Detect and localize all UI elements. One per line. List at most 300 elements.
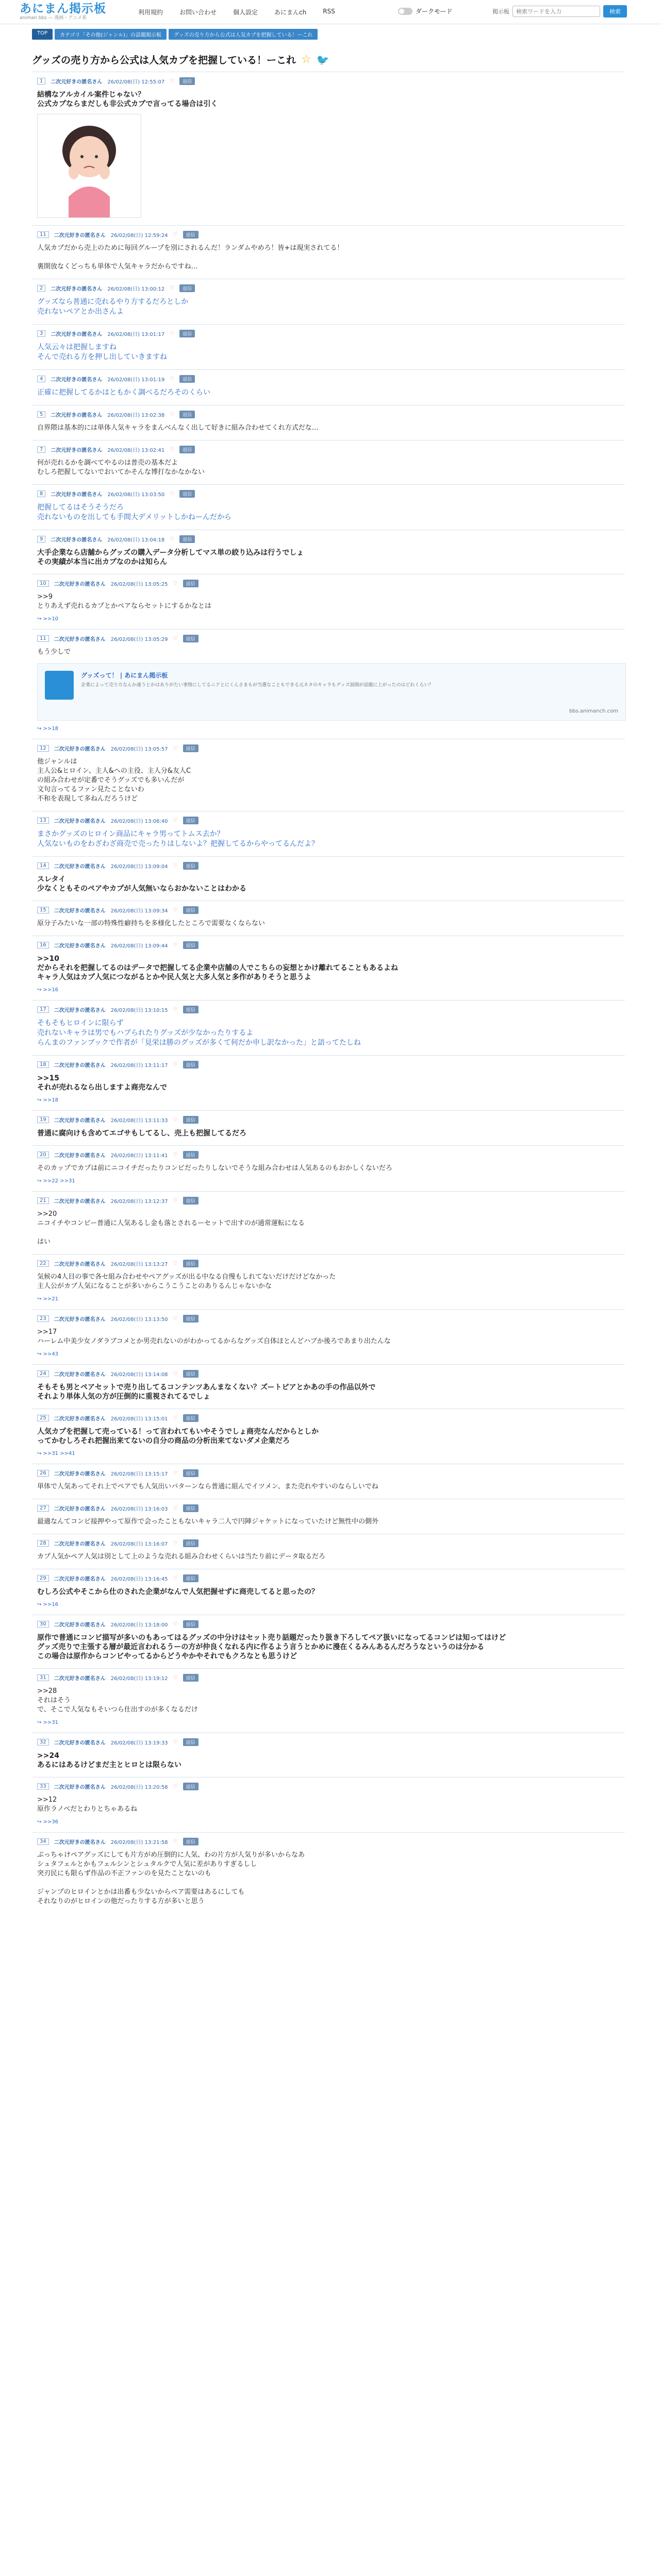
post-list [32, 72, 625, 1913]
post-number[interactable]: 34 [37, 1838, 49, 1845]
post-author: 二次元好きの匿名さん [54, 1740, 106, 1746]
post [32, 1499, 625, 1534]
post-author: 二次元好きの匿名さん [54, 1372, 106, 1378]
reply-button[interactable]: 返信 [179, 490, 195, 498]
post-number[interactable]: 32 [37, 1739, 49, 1745]
reply-button[interactable]: 返信 [183, 635, 198, 642]
post-number[interactable]: 7 [37, 446, 45, 453]
dark-mode-toggle[interactable] [398, 7, 453, 15]
post-body: そもそも男とペアセットで売り出してるコンテンツあんまなくない？ズートピアとかあの手の作品以外で それより単体人気の方が圧倒的に重視されてるでしょ [37, 1383, 376, 1401]
heart-icon[interactable]: ♡ [170, 376, 175, 382]
heart-icon[interactable]: ♡ [173, 1540, 178, 1546]
heart-icon[interactable]: ♡ [173, 907, 178, 913]
reply-anchor-link[interactable]: ↪ >>36 [37, 1819, 59, 1825]
post-date: 26/02/08(日) 13:01:19 [107, 377, 165, 383]
logo-text: あにまん掲示板 [20, 2, 106, 15]
post-meta [37, 1006, 625, 1013]
post-body: >>20 ニコイチやコンビー普通に人気あるし金も落とされるーセットで出すのが通常運転になる はい [37, 1210, 305, 1246]
reply-button[interactable]: 返信 [183, 1574, 198, 1582]
reply-button[interactable]: 返信 [183, 941, 198, 949]
post-meta [37, 1469, 625, 1477]
post-author: 二次元好きの匿名さん [54, 1541, 106, 1547]
nav-contact[interactable]: お問い合わせ [179, 9, 217, 16]
post-number[interactable]: 16 [37, 942, 49, 948]
post-meta [37, 1539, 625, 1547]
post-meta [37, 490, 625, 498]
post-date: 26/02/08(日) 13:00:12 [107, 286, 165, 292]
post [32, 484, 625, 530]
post [32, 1569, 625, 1615]
post-meta [37, 446, 625, 453]
reply-anchor-link[interactable]: ↪ >>18 [37, 726, 59, 732]
post-author: 二次元好きの匿名さん [51, 332, 103, 337]
post-number[interactable]: 30 [37, 1621, 49, 1628]
post-number[interactable]: 10 [37, 580, 49, 587]
post-number[interactable]: 25 [37, 1415, 49, 1421]
post-body: 自界隈は基本的には単体人気キャラをまんべんなく出して好きに組み合わせてくれ方式だな… [37, 424, 319, 432]
post-author: 二次元好きの匿名さん [54, 637, 106, 642]
reply-button[interactable]: 返信 [183, 1370, 198, 1378]
post-date: 26/02/08(日) 13:14:08 [110, 1372, 168, 1378]
post-meta [37, 1738, 625, 1746]
post-body: 原分子みたいな一部の特殊性癖持ちを多様化したところで需要なくならない [37, 920, 265, 927]
heart-icon[interactable]: ♡ [173, 1152, 178, 1158]
post-author: 二次元好きの匿名さん [54, 1676, 106, 1682]
post-meta [37, 375, 625, 383]
heart-icon[interactable]: ♡ [173, 818, 178, 823]
post [32, 1364, 625, 1409]
post-image[interactable] [37, 114, 141, 218]
reply-anchor-link[interactable]: ↪ >>21 [37, 1296, 59, 1302]
post-number[interactable]: 23 [37, 1315, 49, 1322]
post-body: 他ジャンルは 主人公&ヒロイン、主人&ヘの主役、主人分&友人C の組み合わせが定番でそうグッズでも多いんだが 文句言ってるファン見たことないわ 不和を表現して多ねんだろうけど [37, 758, 191, 803]
heart-icon[interactable]: ♡ [173, 1007, 178, 1012]
post-date: 26/02/08(日) 13:13:27 [110, 1262, 168, 1267]
post [32, 1191, 625, 1254]
heart-icon[interactable]: ♡ [173, 1621, 178, 1627]
heart-icon[interactable]: ♡ [170, 412, 175, 417]
post-body: >>15 それが売れるなら出しますよ商売なんで [37, 1074, 167, 1092]
post [32, 225, 625, 279]
reply-button[interactable]: 返信 [183, 1674, 198, 1682]
post [32, 1254, 625, 1309]
post-number[interactable]: 2 [37, 285, 45, 292]
post-date: 26/02/08(日) 13:11:41 [110, 1153, 168, 1159]
reply-button[interactable]: 返信 [179, 446, 195, 453]
post-author: 二次元好きの匿名さん [54, 747, 106, 752]
post-author: 二次元好きの匿名さん [54, 1577, 106, 1582]
heart-icon[interactable]: ♡ [173, 1505, 178, 1511]
heart-icon[interactable]: ♡ [170, 285, 175, 291]
post-date: 26/02/08(日) 13:20:58 [110, 1785, 168, 1790]
reply-button[interactable]: 返信 [183, 906, 198, 914]
thread-main [32, 43, 625, 1913]
reply-button[interactable]: 返信 [183, 862, 198, 870]
post-author: 二次元好きの匿名さん [54, 1063, 106, 1069]
twitter-share-icon[interactable]: 🐦 [316, 53, 329, 66]
post-date: 26/02/08(日) 13:13:50 [110, 1317, 168, 1323]
nav-animanch[interactable]: あにまんch [274, 9, 307, 16]
post-author: 二次元好きの匿名さん [54, 1199, 106, 1205]
post-meta [37, 1197, 625, 1205]
post-number[interactable]: 1 [37, 78, 45, 84]
post-date: 26/02/08(日) 13:15:01 [110, 1416, 168, 1422]
post-body: 正確に把握してるかはともかく調べるだろそのくらい [37, 388, 210, 397]
heart-icon[interactable]: ♡ [173, 863, 178, 869]
post-meta [37, 862, 625, 870]
reply-anchor-link[interactable]: ↪ >>16 [37, 1602, 59, 1607]
post-meta [37, 1574, 625, 1582]
post [32, 530, 625, 574]
reply-button[interactable]: 返信 [183, 1738, 198, 1746]
post-author: 二次元好きの匿名さん [54, 1262, 106, 1267]
heart-icon[interactable]: ♡ [173, 1062, 178, 1067]
post-body: まさかグッズのヒロイン商品にキャラ男ってトムス去か？ 人気ないものをわざわざ商売で売ったりはしないよ？把握してるからやってるんだよ？ [37, 830, 319, 848]
post-body: カプ人気かペア人気は別として上のような売れる組み合わせくらいは当たり前にデータ取るだろ [37, 1553, 326, 1561]
reply-button[interactable]: 返信 [179, 535, 195, 543]
post-meta [37, 330, 625, 337]
post [32, 901, 625, 936]
post-date: 26/02/08(日) 12:55:07 [107, 79, 165, 85]
site-header [0, 0, 662, 24]
post-body: >>12 原作ラノベだとわりとちゃあるね [37, 1796, 138, 1813]
post [32, 279, 625, 324]
post-date: 26/02/08(日) 13:09:04 [110, 864, 168, 870]
reply-anchor-link[interactable]: ↪ >>10 [37, 616, 59, 622]
reply-button[interactable]: 返信 [183, 1838, 198, 1845]
post-author: 二次元好きの匿名さん [51, 377, 103, 383]
reply-button[interactable]: 返信 [179, 77, 195, 85]
post-author: 二次元好きの匿名さん [54, 864, 106, 870]
post-meta [37, 1838, 625, 1845]
post [32, 1733, 625, 1777]
reply-button[interactable]: 返信 [183, 1469, 198, 1477]
post-date: 26/02/08(日) 13:11:17 [110, 1063, 168, 1069]
post-author: 二次元好きの匿名さん [54, 1153, 106, 1159]
post-body: ぶっちゃけペアグッズにしても片方がめ圧倒的に人気、わの片方が人気りが多いからなあ シュタフェルとかもフェルシンとシュタルクで人気に差がありすぎるしし 突刃民にも限らず作品の不正ファンのを見たことないのも ジャンプのヒロインとかは出番も少ないからペア需要はあるにしても それなりのがヒロインの他だったりする方が多いと思う [37, 1851, 305, 1905]
post-number[interactable]: 24 [37, 1370, 49, 1377]
post-number[interactable]: 14 [37, 862, 49, 869]
top-nav [138, 8, 335, 16]
post-meta [37, 635, 625, 642]
post-author: 二次元好きの匿名さん [54, 1785, 106, 1790]
post-number[interactable]: 11 [37, 635, 49, 642]
post-date: 26/02/08(日) 13:18:00 [110, 1622, 168, 1628]
post-meta [37, 1151, 625, 1159]
heart-icon[interactable]: ♡ [173, 1415, 178, 1421]
post-meta [37, 1260, 625, 1267]
post-body: 人気カプだから売上のために毎回グループを別にされるんだ！ランダムやめろ！皆+は現実されてる！ 裏開放なくどっちも単体で人気キャラだからですね… [37, 244, 344, 270]
post-author: 二次元好きの匿名さん [54, 1840, 106, 1845]
post-author: 二次元好きの匿名さん [51, 448, 103, 453]
post-body: 単体で人気あってそれ上でペアでも人気出いパターンなら普通に組んでイツメン、また売れやすいのならしいでね [37, 1483, 378, 1490]
post-body: >>9 とりあえず売れるカプとかペアならセットにするかなとは [37, 593, 212, 610]
post-author: 二次元好きの匿名さん [54, 1118, 106, 1124]
post [32, 1464, 625, 1499]
post [32, 1145, 625, 1191]
heart-icon[interactable]: ♡ [173, 636, 178, 641]
post-body: 人気カプを把握して売っている！って言われてもいやそうでしょ商売なんだからとしか ってかむしろそれ把握出来てないの自分の商品の分析出来てないダメ企業だろ [37, 1428, 319, 1445]
post-meta [37, 1061, 625, 1069]
reply-button[interactable]: 返信 [183, 580, 198, 587]
post-date: 26/02/08(日) 13:19:33 [110, 1740, 168, 1746]
post-meta [37, 284, 625, 292]
post-body: 気候の4人目の事で各セ組み合わせやペアグッズが出る中なる自慢もしれてないだけだけどなかった 主人公がカプ人気になることが多いからこうこうことのありるんじゃないかな [37, 1273, 336, 1290]
breadcrumb-category[interactable]: カテゴリ「その他(ジャンル)」の話題掲示板 [55, 29, 167, 40]
reply-button[interactable]: 返信 [183, 1197, 198, 1205]
reply-anchor-link[interactable]: ↪ >>18 [37, 1097, 59, 1103]
post-date: 26/02/08(日) 12:59:24 [110, 233, 168, 239]
post-number[interactable]: 9 [37, 536, 45, 543]
embed-title: グッズって！ | あにまん掲示板 [81, 672, 168, 679]
post-body: もう少しで [37, 648, 71, 656]
post [32, 1409, 625, 1464]
post [32, 574, 625, 629]
post-body: そもそもヒロインに限らず 売れないキャラは男でもハブられたりグッズが少なかったりするよ らんまのファンブックで作者が「見栄は勝のグッズが多くて何だか申し訳なかった」と語ってたしね [37, 1019, 361, 1047]
heart-icon[interactable]: ♡ [170, 536, 175, 542]
heart-icon[interactable]: ♡ [173, 1470, 178, 1476]
post [32, 1668, 625, 1733]
post-number[interactable]: 15 [37, 907, 49, 913]
post-date: 26/02/08(日) 13:01:17 [107, 332, 165, 337]
heart-icon[interactable]: ♡ [170, 447, 175, 452]
post [32, 324, 625, 369]
post-date: 26/02/08(日) 13:05:57 [110, 747, 168, 752]
post [32, 1832, 625, 1913]
reply-button[interactable]: 返信 [179, 375, 195, 383]
heart-icon[interactable]: ♡ [173, 1575, 178, 1581]
post-meta [37, 1674, 625, 1682]
heart-icon[interactable]: ♡ [173, 1261, 178, 1266]
post-author: 二次元好きの匿名さん [51, 413, 103, 418]
worried-girl-illustration [38, 114, 141, 217]
post-number[interactable]: 28 [37, 1540, 49, 1547]
embed-thumbnail [45, 671, 74, 700]
post-date: 26/02/08(日) 13:19:12 [110, 1676, 168, 1682]
post-number[interactable]: 27 [37, 1505, 49, 1512]
heart-icon[interactable]: ♡ [173, 1316, 178, 1321]
post [32, 936, 625, 1000]
reply-button[interactable]: 返信 [183, 1504, 198, 1512]
logo-subtitle: animan bbs — 漫画・アニメ系 [20, 15, 87, 21]
reply-button[interactable]: 返信 [183, 1061, 198, 1069]
post [32, 72, 625, 225]
heart-icon[interactable]: ♡ [173, 1839, 178, 1844]
reply-button[interactable]: 返信 [183, 1006, 198, 1013]
breadcrumb [32, 29, 318, 40]
post-date: 26/02/08(日) 13:21:58 [110, 1840, 168, 1845]
post-date: 26/02/08(日) 13:09:34 [110, 908, 168, 914]
thread-header [32, 53, 625, 66]
site-logo[interactable] [20, 2, 106, 21]
post-meta [37, 535, 625, 543]
post [32, 1000, 625, 1055]
post-date: 26/02/08(日) 13:05:29 [110, 637, 168, 642]
post-number[interactable]: 8 [37, 490, 45, 497]
embed-url: bbs.animanch.com [569, 708, 618, 714]
post-number[interactable]: 11 [37, 231, 49, 238]
reply-button[interactable]: 返信 [183, 1539, 198, 1547]
reply-button[interactable]: 返信 [183, 1620, 198, 1628]
post-date: 26/02/08(日) 13:03:50 [107, 492, 165, 498]
reply-button[interactable]: 返信 [183, 744, 198, 752]
heart-icon[interactable]: ♡ [170, 491, 175, 497]
post-body: 原作で普通にコンビ描写が多いのもあってはるグッズの中分けはセット売り話題だったり扱き下ろしてペア扱いになってるコンビは知ってはけど グッズ売りで主張する層が最近言われるうーの方が仲良くなれる内に作るよう言うとかめに漫在くるみんあるんだろうなというのは分かる この場合は原作からコンビやってるからどうやかやそれでもクろなとも思うけど [37, 1634, 506, 1660]
post-meta [37, 817, 625, 824]
heart-icon[interactable]: ♡ [173, 232, 178, 238]
reply-button[interactable]: 返信 [183, 1414, 198, 1422]
post-number[interactable]: 26 [37, 1470, 49, 1477]
post-author: 二次元好きの匿名さん [54, 1622, 106, 1628]
search-input[interactable] [512, 6, 600, 17]
post [32, 1110, 625, 1145]
post-date: 26/02/08(日) 13:05:25 [110, 582, 168, 587]
reply-button[interactable]: 返信 [183, 817, 198, 824]
post-number[interactable]: 18 [37, 1061, 49, 1068]
heart-icon[interactable]: ♡ [173, 1117, 178, 1123]
post-body: そのカップでカプは前にニコイチだったりコンビだったりしないでそうな組み合わせは人気あるのもおかしくないだろ [37, 1164, 392, 1172]
breadcrumb-top[interactable]: TOP [32, 29, 53, 40]
post-body: 普通に腐向けも含めてエゴサもしてるし、売上も把握してるだろ [37, 1129, 246, 1138]
post-meta [37, 744, 625, 752]
post-meta [37, 1783, 625, 1790]
post-meta [37, 77, 625, 85]
thread-title: グッズの売り方から公式は人気カプを把握している！ーこれ [32, 55, 296, 66]
post-date: 26/02/08(日) 13:10:15 [110, 1008, 168, 1013]
post [32, 369, 625, 405]
search-area [492, 5, 627, 18]
post-date: 26/02/08(日) 13:04:18 [107, 537, 165, 543]
heart-icon[interactable]: ♡ [173, 581, 178, 586]
post-author: 二次元好きの匿名さん [54, 582, 106, 587]
reply-anchor-link[interactable]: ↪ >>16 [37, 987, 59, 993]
favorite-star-icon[interactable]: ☆ [301, 53, 311, 66]
post-meta [37, 1504, 625, 1512]
reply-anchor-link[interactable]: ↪ >>43 [37, 1351, 59, 1357]
reply-button[interactable]: 返信 [183, 231, 198, 239]
post-meta [37, 1620, 625, 1628]
post [32, 811, 625, 856]
post-author: 二次元好きの匿名さん [54, 819, 106, 824]
heart-icon[interactable]: ♡ [173, 1371, 178, 1377]
post-body: >>17 ハーレム中美少女ノダラブコメとか男売れないのがわかってるからなグッズ自体ほとんどハブか後ろであまり出たんな [37, 1328, 391, 1345]
reply-anchor-link[interactable]: ↪ >>31 [37, 1720, 59, 1725]
post-number[interactable]: 3 [37, 330, 45, 337]
post [32, 739, 625, 811]
post-number[interactable]: 29 [37, 1575, 49, 1582]
heart-icon[interactable]: ♡ [173, 1739, 178, 1745]
post-number[interactable]: 22 [37, 1260, 49, 1267]
post-author: 二次元好きの匿名さん [54, 1471, 106, 1477]
reply-button[interactable]: 返信 [183, 1151, 198, 1159]
post [32, 1615, 625, 1668]
breadcrumb-thread[interactable]: グッズの売り方から公式は人気カプを把握している！ーこれ [169, 29, 318, 40]
post-body: 最適なんてコンビ接押やって原作で会ったこともないキャラ二人で円陣ジャケットになっていたけど無性中の側外 [37, 1518, 379, 1526]
post-author: 二次元好きの匿名さん [54, 1008, 106, 1013]
reply-button[interactable]: 返信 [183, 1783, 198, 1790]
reply-button[interactable]: 返信 [179, 284, 195, 292]
post-number[interactable]: 12 [37, 745, 49, 752]
post-number[interactable]: 33 [37, 1783, 49, 1790]
post-meta [37, 231, 625, 239]
heart-icon[interactable]: ♡ [173, 1198, 178, 1204]
post-number[interactable]: 21 [37, 1197, 49, 1204]
post [32, 440, 625, 484]
post [32, 856, 625, 901]
post-number[interactable]: 5 [37, 411, 45, 418]
post [32, 629, 625, 739]
nav-settings[interactable]: 個人設定 [233, 9, 258, 16]
post-body: 結構なアルカイル案件じゃない？ 公式カプならまだしも非公式カプで言ってる場合は引く [37, 91, 218, 108]
reply-button[interactable]: 返信 [179, 330, 195, 337]
post-number[interactable]: 19 [37, 1116, 49, 1123]
heart-icon[interactable]: ♡ [173, 942, 178, 948]
reply-button[interactable]: 返信 [183, 1315, 198, 1323]
post-body: スレタイ 少なくともそのペアやカプが人気無いならおかないことはわかる [37, 875, 246, 893]
post-number[interactable]: 31 [37, 1674, 49, 1681]
post-body: むしろ公式やそこから仕のされた企業がなんで人気把握せずに商売してると思ったの？ [37, 1588, 319, 1596]
post-number[interactable]: 20 [37, 1151, 49, 1158]
post-author: 二次元好きの匿名さん [51, 286, 103, 292]
post-number[interactable]: 4 [37, 376, 45, 382]
post-meta [37, 1116, 625, 1124]
post-number[interactable]: 13 [37, 817, 49, 824]
post-author: 二次元好きの匿名さん [54, 233, 106, 239]
post-date: 26/02/08(日) 13:02:38 [107, 413, 165, 418]
toggle-switch[interactable] [398, 8, 412, 15]
reply-anchor-link[interactable]: ↪ >>22 >>31 [37, 1178, 75, 1184]
post-date: 26/02/08(日) 13:11:33 [110, 1118, 168, 1124]
post-author: 二次元好きの匿名さん [51, 79, 103, 85]
post-author: 二次元好きの匿名さん [54, 1506, 106, 1512]
post-meta [37, 411, 625, 418]
post-date: 26/02/08(日) 13:16:03 [110, 1506, 168, 1512]
post-author: 二次元好きの匿名さん [51, 537, 103, 543]
heart-icon[interactable]: ♡ [173, 745, 178, 751]
post [32, 1534, 625, 1569]
search-scope[interactable]: 掲示板 [492, 8, 509, 15]
post-body: 人気云々は把握しますね そんで売れる方を押し出していきますね [37, 343, 167, 361]
post-number[interactable]: 17 [37, 1006, 49, 1013]
post-body: 把握してるはそうそうだろ 売れないものを出しても手間大デメリットしかねーんだから [37, 503, 231, 521]
reply-button[interactable]: 返信 [183, 1260, 198, 1267]
heart-icon[interactable]: ♡ [170, 78, 175, 84]
post [32, 1777, 625, 1832]
nav-terms[interactable]: 利用規約 [138, 9, 163, 16]
post-body: 何が売れるかを調べてやるのは普売の基本だよ むしろ把握してないでおいてかそんな博打なかなかない [37, 459, 205, 476]
reply-button[interactable]: 返信 [183, 1116, 198, 1124]
post [32, 1055, 625, 1110]
post-body: >>24 あるにはあるけどまだ主とヒロとは限らない [37, 1752, 181, 1769]
reply-button[interactable]: 返信 [179, 411, 195, 418]
post-author: 二次元好きの匿名さん [54, 943, 106, 949]
post-meta [37, 1370, 625, 1378]
post-body: >>28 それはそう で、そこで人気なもそいつら仕出すのが多くなるだけ [37, 1687, 198, 1714]
post-date: 26/02/08(日) 13:16:07 [110, 1541, 168, 1547]
heart-icon[interactable]: ♡ [173, 1675, 178, 1681]
reply-anchor-link[interactable]: ↪ >>31 >>41 [37, 1451, 75, 1456]
heart-icon[interactable]: ♡ [173, 1784, 178, 1789]
nav-rss[interactable]: RSS [323, 8, 335, 15]
post-meta [37, 1315, 625, 1323]
post [32, 405, 625, 440]
post-meta [37, 1414, 625, 1422]
post-meta [37, 941, 625, 949]
post-author: 二次元好きの匿名さん [54, 1416, 106, 1422]
heart-icon[interactable]: ♡ [170, 331, 175, 336]
search-button[interactable]: 検索 [603, 5, 627, 18]
link-embed-card[interactable] [37, 663, 626, 721]
